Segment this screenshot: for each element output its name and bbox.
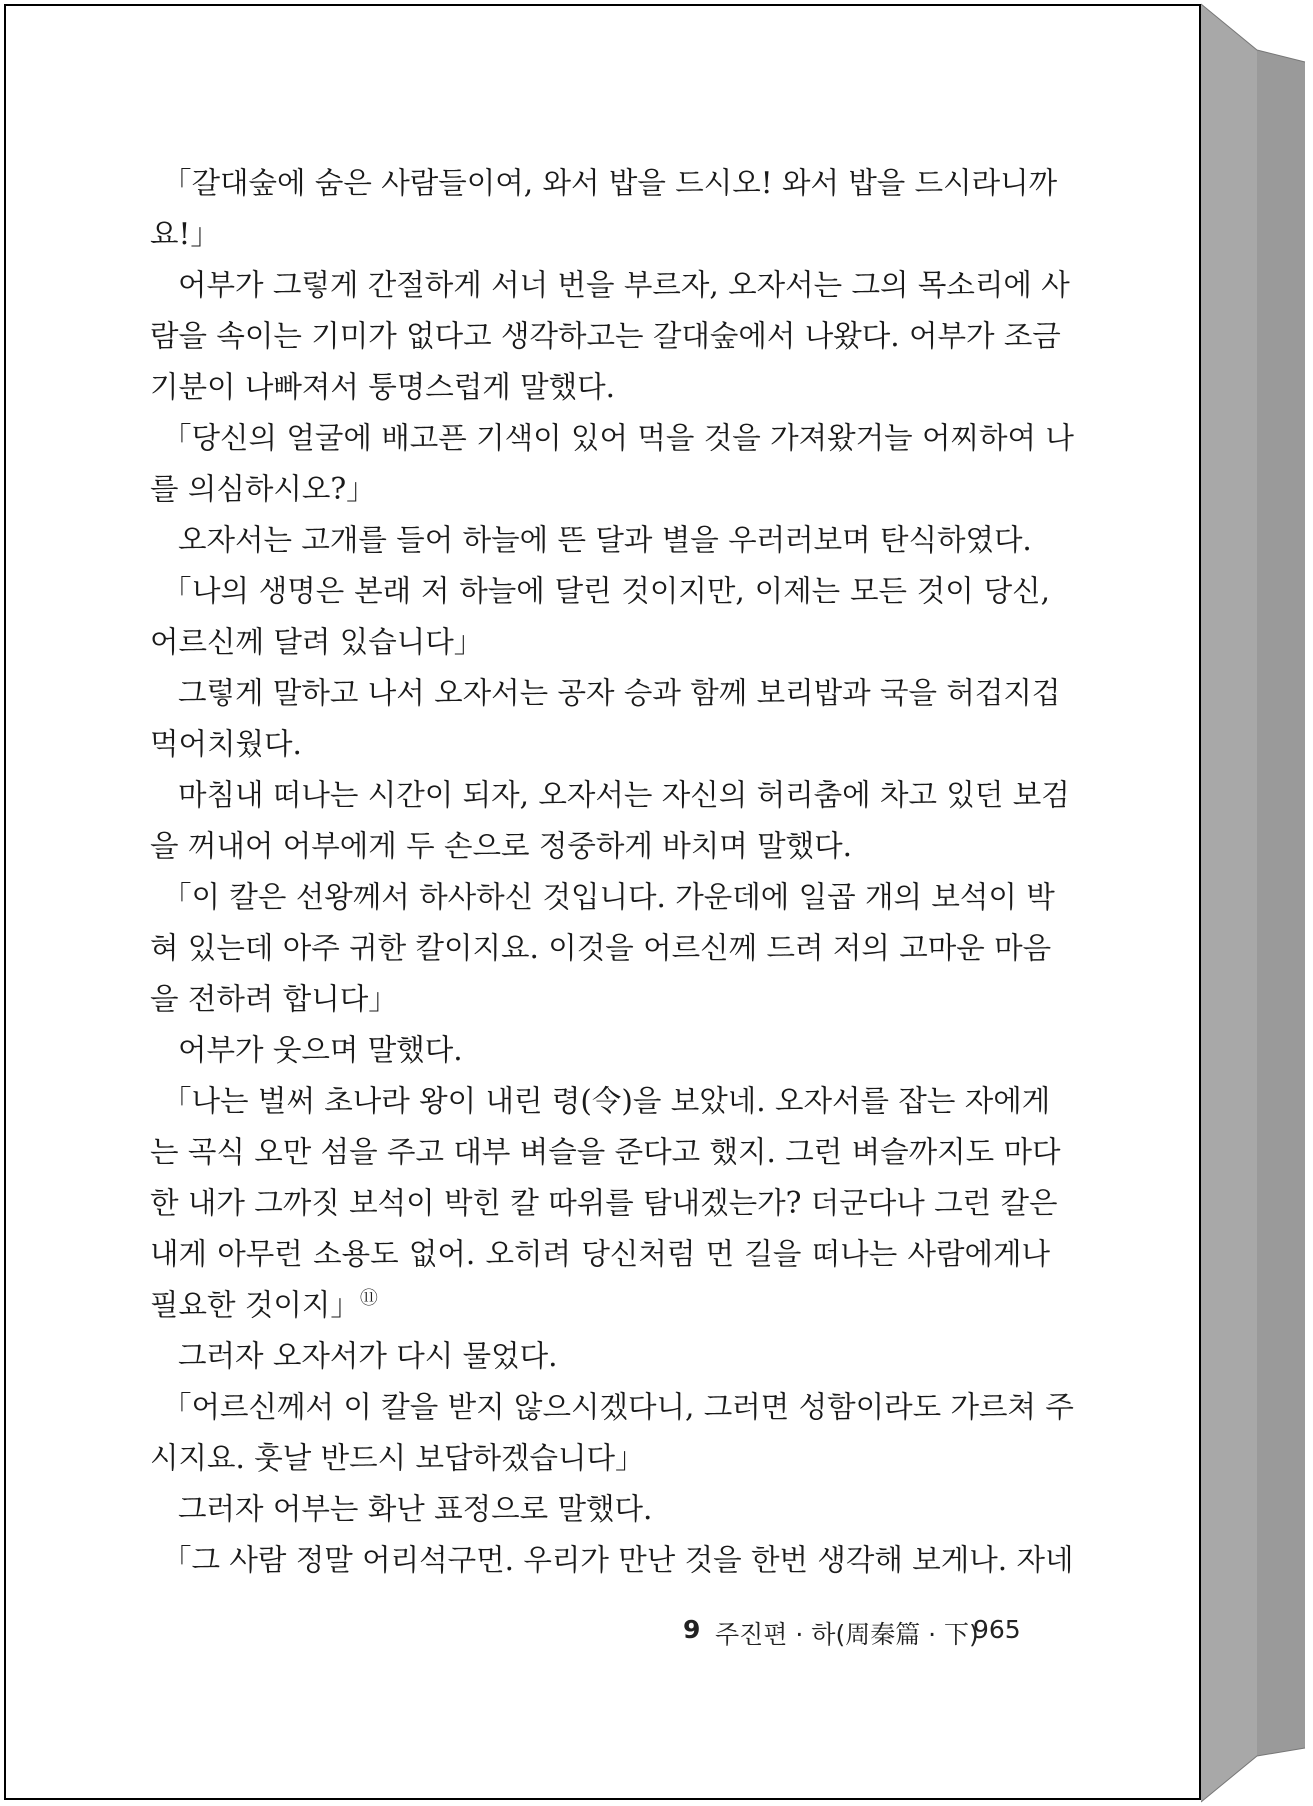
text-line: 「이 칼은 선왕께서 하사하신 것입니다. 가운데에 일곱 개의 보석이 박 [162,880,1055,914]
text-line: 그렇게 말하고 나서 오자서는 공자 승과 함께 보리밥과 국을 허겁지겁 [178,676,1061,710]
text-line: 「나의 생명은 본래 저 하늘에 달린 것이지만, 이제는 모든 것이 당신, [162,574,1050,608]
text-line: 「나는 벌써 초나라 왕이 내린 령(令)을 보았네. 오자서를 잡는 자에게 [162,1084,1051,1118]
text-line-with-footnote [150,1280,1050,1331]
text-line: 내게 아무런 소용도 없어. 오히려 당신처럼 먼 길을 떠나는 사람에게나 [150,1237,1050,1271]
text-line: 어부가 웃으며 말했다. [178,1033,463,1067]
text-line: 먹어치웠다. [150,727,302,761]
book-spine-edge [1201,0,1309,1806]
text-line: 마침내 떠나는 시간이 되자, 오자서는 자신의 허리춤에 차고 있던 보검 [178,778,1070,812]
text-line: 요!」 [150,217,220,251]
text-line-content: 필요한 것이지」 [150,1288,360,1322]
text-line: 혀 있는데 아주 귀한 칼이지요. 이것을 어르신께 드려 저의 고마운 마음 [150,931,1052,965]
text-line: 기분이 나빠져서 퉁명스럽게 말했다. [150,370,615,404]
text-line: 「그 사람 정말 어리석구먼. 우리가 만난 것을 한번 생각해 보게나. 자네 [162,1543,1074,1577]
text-line: 「당신의 얼굴에 배고픈 기색이 있어 먹을 것을 가져왔거늘 어찌하여 나 [162,421,1074,455]
footnote-marker[interactable]: ⑪ [359,1288,378,1310]
text-line: 「갈대숲에 숨은 사람들이여, 와서 밥을 드시오! 와서 밥을 드시라니까 [162,166,1058,200]
chapter-title: 주진편 · 하(周秦篇 · 下) [715,1620,979,1649]
text-line: 는 곡식 오만 섬을 주고 대부 벼슬을 준다고 했지. 그런 벼슬까지도 마다 [150,1135,1061,1169]
body-text [150,158,1074,1586]
text-line: 을 전하려 합니다」 [150,982,398,1016]
text-line: 한 내가 그까짓 보석이 박힌 칼 따위를 탐내겠는가? 더군다나 그런 칼은 [150,1186,1058,1220]
text-line: 오자서는 고개를 들어 하늘에 뜬 달과 별을 우러러보며 탄식하였다. [178,523,1032,557]
text-line: 시지요. 훗날 반드시 보답하겠습니다」 [150,1441,645,1475]
text-line: 람을 속이는 기미가 없다고 생각하고는 갈대숲에서 나왔다. 어부가 조금 [150,319,1061,353]
text-line: 어르신께 달려 있습니다」 [150,625,484,659]
text-line: 「어르신께서 이 칼을 받지 않으시겠다니, 그러면 성함이라도 가르쳐 주 [162,1390,1074,1424]
chapter-number: 9 [683,1615,701,1644]
text-line: 어부가 그렇게 간절하게 서너 번을 부르자, 오자서는 그의 목소리에 사 [178,268,1070,302]
text-line: 그러자 오자서가 다시 물었다. [178,1339,558,1373]
text-line: 를 의심하시오?」 [150,472,376,506]
text-line: 을 꺼내어 어부에게 두 손으로 정중하게 바치며 말했다. [150,829,852,863]
text-line: 그러자 어부는 화난 표정으로 말했다. [178,1492,653,1526]
page-number: 965 [973,1615,1021,1644]
